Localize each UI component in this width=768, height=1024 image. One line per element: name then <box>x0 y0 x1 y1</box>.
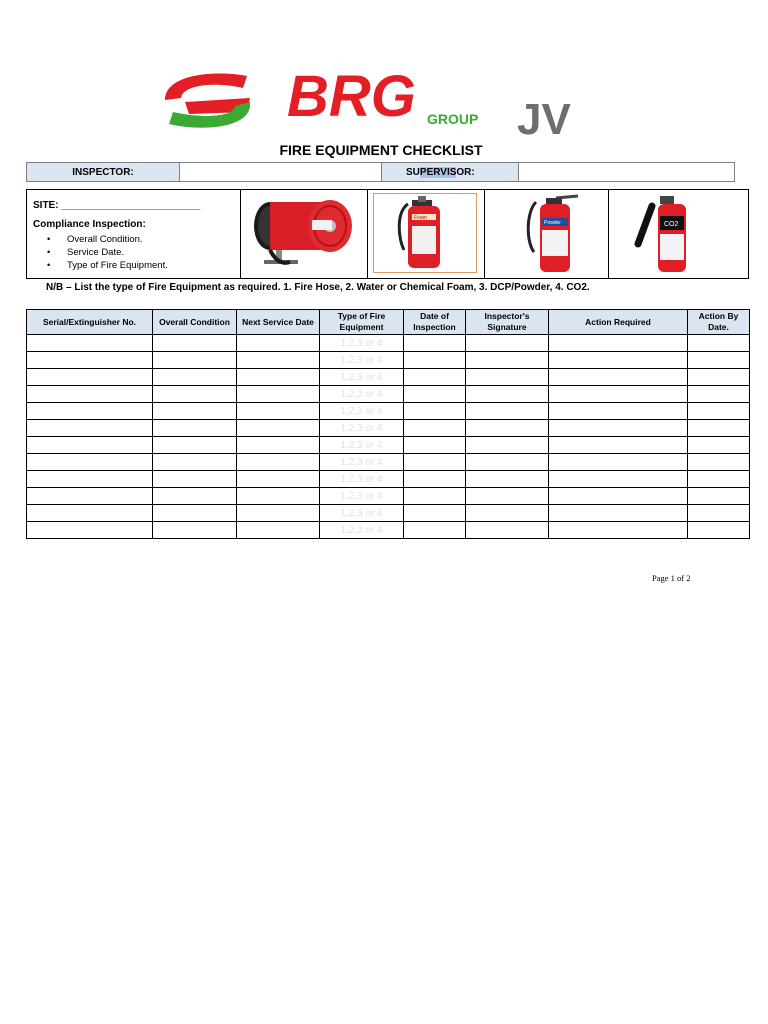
table-cell[interactable] <box>549 522 688 539</box>
equipment-type-placeholder: 1,2,3 or 4 <box>340 490 383 502</box>
table-cell[interactable] <box>27 437 153 454</box>
table-cell[interactable] <box>237 386 320 403</box>
table-cell[interactable] <box>688 386 750 403</box>
table-row <box>27 505 750 522</box>
table-cell[interactable] <box>237 454 320 471</box>
co2-extinguisher-image <box>630 192 700 279</box>
column-header: Action By Date. <box>688 310 750 335</box>
table-cell[interactable] <box>549 437 688 454</box>
table-cell[interactable] <box>27 386 153 403</box>
equipment-type-placeholder: 1,2,3 or 4 <box>340 388 383 400</box>
table-cell[interactable] <box>320 454 404 471</box>
table-cell[interactable] <box>404 420 466 437</box>
table-cell[interactable] <box>549 505 688 522</box>
table-cell[interactable] <box>27 369 153 386</box>
table-cell[interactable] <box>237 352 320 369</box>
svg-text:Powder: Powder <box>544 220 561 226</box>
fire-hose-reel-image <box>248 192 358 277</box>
table-cell[interactable] <box>320 352 404 369</box>
table-cell[interactable] <box>688 471 750 488</box>
table-cell[interactable] <box>27 352 153 369</box>
table-cell[interactable] <box>549 369 688 386</box>
equipment-type-placeholder: 1,2,3 or 4 <box>340 473 383 485</box>
table-cell[interactable] <box>153 386 237 403</box>
table-cell[interactable] <box>27 505 153 522</box>
powder-extinguisher-image <box>520 192 590 279</box>
divider <box>484 189 485 279</box>
table-cell[interactable] <box>404 352 466 369</box>
table-cell[interactable] <box>688 352 750 369</box>
table-row <box>27 471 750 488</box>
list-item: • Overall Condition. <box>47 234 143 245</box>
table-cell[interactable] <box>320 335 404 352</box>
table-row <box>27 488 750 505</box>
supervisor-field[interactable] <box>519 163 735 182</box>
svg-text:CO2: CO2 <box>664 221 679 228</box>
inspector-label: INSPECTOR: <box>27 163 180 182</box>
table-cell[interactable] <box>688 505 750 522</box>
table-cell[interactable] <box>404 335 466 352</box>
column-header: Action Required <box>549 310 688 335</box>
table-cell[interactable] <box>237 522 320 539</box>
table-cell[interactable] <box>237 488 320 505</box>
table-cell[interactable] <box>320 522 404 539</box>
list-item: • Service Date. <box>47 247 125 258</box>
table-cell[interactable] <box>237 471 320 488</box>
table-cell[interactable] <box>404 386 466 403</box>
table-cell[interactable] <box>466 522 549 539</box>
equipment-type-placeholder: 1,2,3 or 4 <box>340 456 383 468</box>
table-cell[interactable] <box>320 369 404 386</box>
table-cell[interactable] <box>466 488 549 505</box>
table-row <box>27 522 750 539</box>
table-cell[interactable] <box>466 369 549 386</box>
equipment-type-placeholder: 1,2,3 or 4 <box>340 337 383 349</box>
table-cell[interactable] <box>466 505 549 522</box>
equipment-type-placeholder: 1,2,3 or 4 <box>340 439 383 451</box>
table-row <box>27 437 750 454</box>
equipment-type-placeholder: 1,2,3 or 4 <box>340 371 383 383</box>
table-cell[interactable] <box>549 454 688 471</box>
table-cell[interactable] <box>688 488 750 505</box>
brg-group-jv-logo <box>155 62 615 142</box>
table-cell[interactable] <box>404 488 466 505</box>
table-cell[interactable] <box>153 369 237 386</box>
table-cell[interactable] <box>688 369 750 386</box>
table-cell[interactable] <box>320 403 404 420</box>
equipment-type-note: N/B – List the type of Fire Equipment as required. 1. Fire Hose, 2. Water or Chemical Foam, 3. DCP/Powder, 4. CO2. <box>46 282 590 293</box>
table-cell[interactable] <box>466 403 549 420</box>
table-cell[interactable] <box>404 522 466 539</box>
column-header: Overall Condition <box>153 310 237 335</box>
table-row <box>27 403 750 420</box>
logo-swirl-icon <box>165 74 250 128</box>
svg-text:Foam: Foam <box>414 215 427 221</box>
table-cell[interactable] <box>320 488 404 505</box>
table-cell[interactable] <box>320 386 404 403</box>
table-cell[interactable] <box>27 403 153 420</box>
table-cell[interactable] <box>466 352 549 369</box>
table-row <box>27 420 750 437</box>
compliance-list <box>47 233 168 272</box>
table-cell[interactable] <box>153 352 237 369</box>
table-cell[interactable] <box>688 335 750 352</box>
table-cell[interactable] <box>237 505 320 522</box>
table-cell[interactable] <box>549 420 688 437</box>
table-cell[interactable] <box>688 403 750 420</box>
equipment-type-placeholder: 1,2,3 or 4 <box>340 354 383 366</box>
table-row <box>27 454 750 471</box>
svg-text:GROUP: GROUP <box>427 111 479 127</box>
table-row <box>27 352 750 369</box>
table-cell[interactable] <box>320 420 404 437</box>
table-cell[interactable] <box>27 522 153 539</box>
table-cell[interactable] <box>153 505 237 522</box>
table-cell[interactable] <box>688 522 750 539</box>
column-header: Inspector's Signature <box>466 310 549 335</box>
table-cell[interactable] <box>404 505 466 522</box>
table-cell[interactable] <box>237 420 320 437</box>
inspection-table <box>26 309 750 539</box>
table-cell[interactable] <box>466 454 549 471</box>
table-cell[interactable] <box>27 471 153 488</box>
table-cell[interactable] <box>153 403 237 420</box>
table-cell[interactable] <box>466 437 549 454</box>
table-cell[interactable] <box>688 454 750 471</box>
table-cell[interactable] <box>404 369 466 386</box>
page-title: FIRE EQUIPMENT CHECKLIST <box>279 142 483 158</box>
list-item: • Type of Fire Equipment. <box>47 260 168 271</box>
table-cell[interactable] <box>404 471 466 488</box>
equipment-type-placeholder: 1,2,3 or 4 <box>340 422 383 434</box>
column-header: Next Service Date <box>237 310 320 335</box>
table-cell[interactable] <box>27 488 153 505</box>
supervisor-label: SUPERVISOR: <box>382 163 519 182</box>
divider <box>608 189 609 279</box>
table-cell[interactable] <box>466 471 549 488</box>
table-cell[interactable] <box>237 369 320 386</box>
divider <box>367 189 368 279</box>
table-cell[interactable] <box>466 420 549 437</box>
compliance-heading: Compliance Inspection: <box>33 219 146 230</box>
table-cell[interactable] <box>404 437 466 454</box>
table-row <box>27 369 750 386</box>
column-header: Serial/Extinguisher No. <box>27 310 153 335</box>
table-cell[interactable] <box>27 454 153 471</box>
table-cell[interactable] <box>153 454 237 471</box>
equipment-type-placeholder: 1,2,3 or 4 <box>340 507 383 519</box>
equipment-type-placeholder: 1,2,3 or 4 <box>340 405 383 417</box>
svg-text:BRG: BRG <box>287 64 416 129</box>
column-header: Type of Fire Equipment <box>320 310 404 335</box>
column-header: Date of Inspection <box>404 310 466 335</box>
table-cell[interactable] <box>549 403 688 420</box>
table-cell[interactable] <box>466 386 549 403</box>
table-cell[interactable] <box>153 437 237 454</box>
table-cell[interactable] <box>549 386 688 403</box>
inspector-field[interactable] <box>180 163 382 182</box>
site-field[interactable]: SITE: _________________________ <box>33 200 201 211</box>
table-cell[interactable] <box>549 335 688 352</box>
table-cell[interactable] <box>688 437 750 454</box>
table-cell[interactable] <box>153 420 237 437</box>
table-cell[interactable] <box>237 403 320 420</box>
svg-text:JV: JV <box>517 95 571 142</box>
table-cell[interactable] <box>404 454 466 471</box>
equipment-type-placeholder: 1,2,3 or 4 <box>340 524 383 536</box>
table-cell[interactable] <box>466 335 549 352</box>
table-row <box>27 386 750 403</box>
table-cell[interactable] <box>549 488 688 505</box>
table-cell[interactable] <box>237 335 320 352</box>
table-cell[interactable] <box>153 335 237 352</box>
table-header-row <box>27 310 750 335</box>
table-cell[interactable] <box>549 352 688 369</box>
table-cell[interactable] <box>27 335 153 352</box>
table-cell[interactable] <box>404 403 466 420</box>
table-cell[interactable] <box>549 471 688 488</box>
table-cell[interactable] <box>237 437 320 454</box>
table-cell[interactable] <box>153 522 237 539</box>
table-cell[interactable] <box>320 437 404 454</box>
page-number: Page 1 of 2 <box>652 573 691 583</box>
table-row <box>27 335 750 352</box>
table-cell[interactable] <box>320 471 404 488</box>
table-cell[interactable] <box>153 488 237 505</box>
table-cell[interactable] <box>320 505 404 522</box>
table-cell[interactable] <box>153 471 237 488</box>
table-cell[interactable] <box>27 420 153 437</box>
inspector-supervisor-row <box>26 162 735 182</box>
foam-extinguisher-image <box>373 193 477 273</box>
divider <box>240 189 241 279</box>
table-cell[interactable] <box>688 420 750 437</box>
